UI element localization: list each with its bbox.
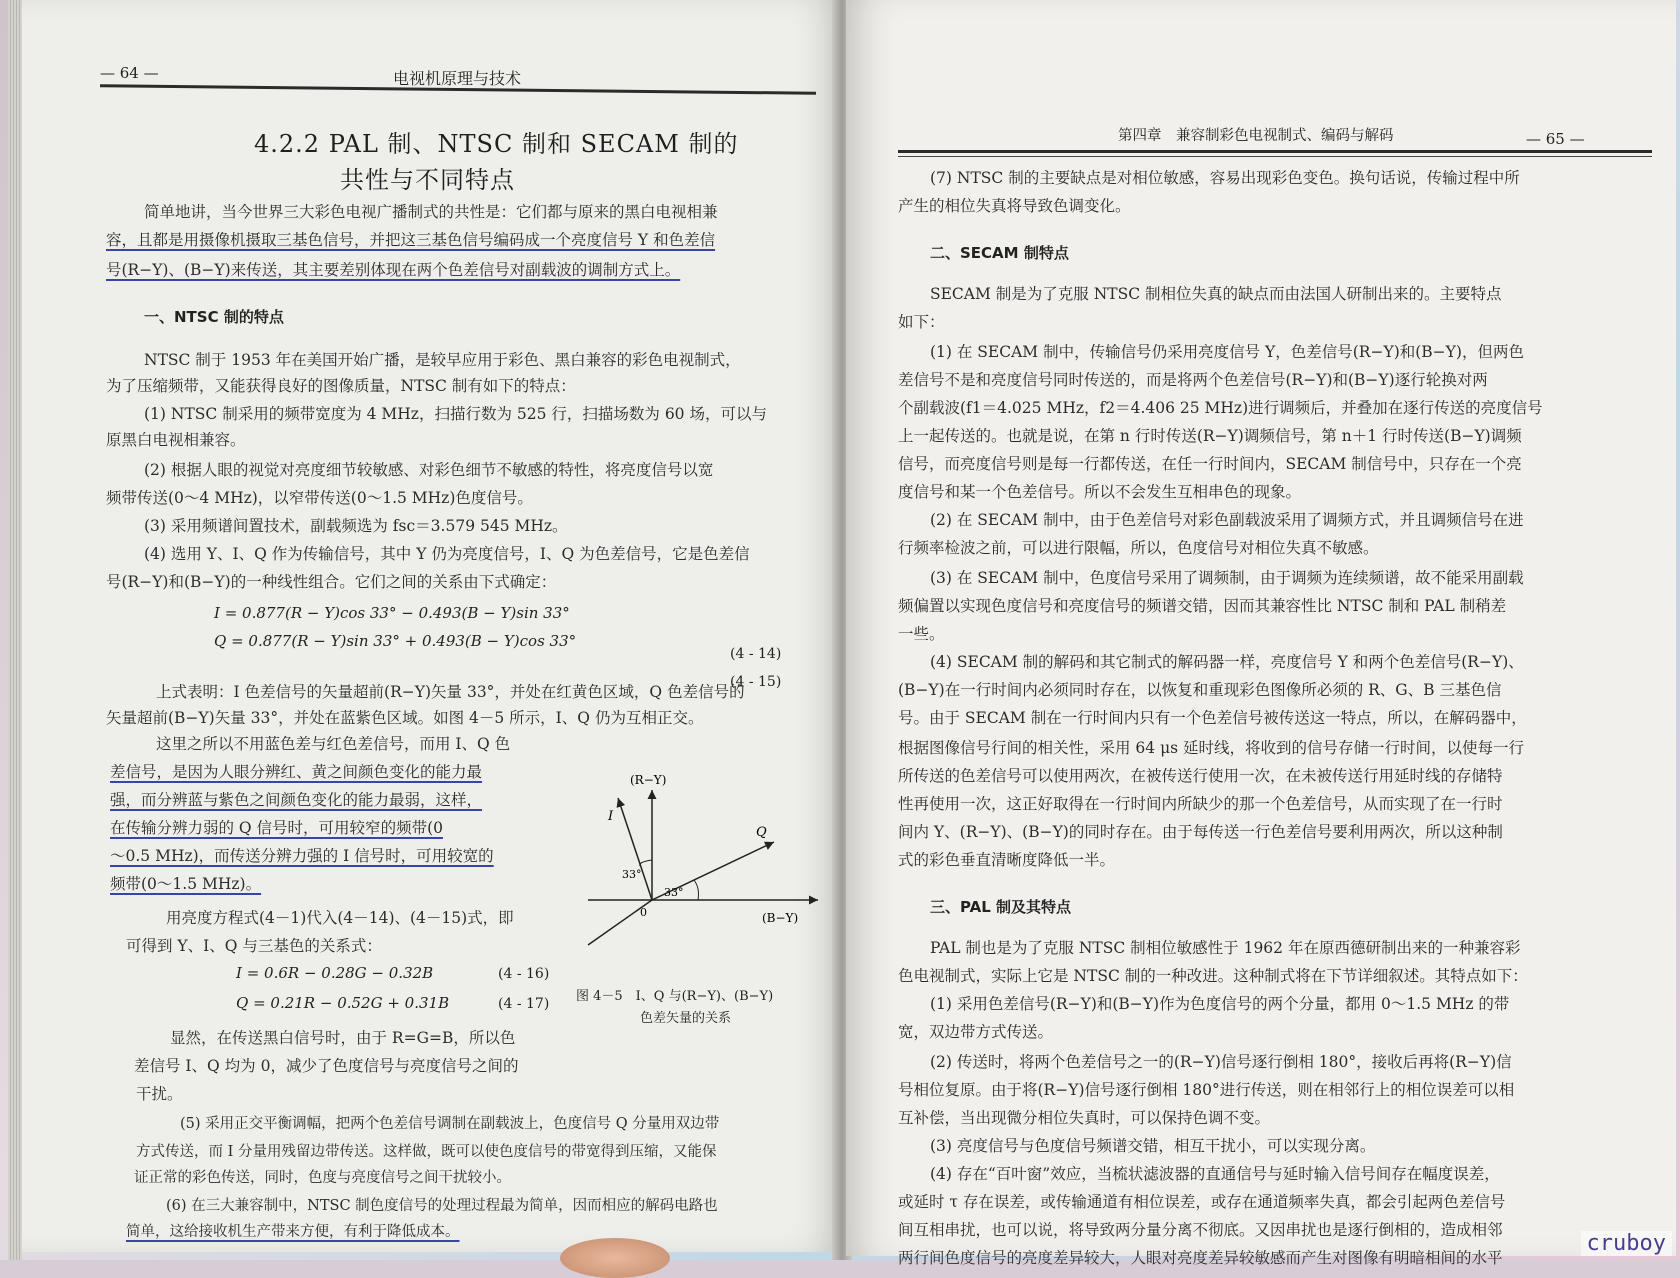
ntsc-line: (3) 采用频谱间置技术，副载频选为 fsc＝3.579 545 MHz。 [144,517,568,535]
ntsc-heading: 一、NTSC 制的特点 [144,308,284,326]
figure-caption: 图 4－5 I、Q 与(R−Y)、(B−Y) [576,989,774,1004]
equation-4-16: I = 0.6R − 0.28G − 0.32B [236,964,434,982]
header-rule-thin [898,156,1652,157]
angle-arc [694,880,699,900]
text-line: ～0.5 MHz)，而传送分辨力强的 I 信号时，可用较宽的 [110,847,494,865]
text-line: 简单，这给接收机生产带来方便，有利于降低成本。 [126,1224,460,1240]
secam-heading: 二、SECAM 制特点 [930,244,1069,262]
secam-line: (4) SECAM 制的解码和其它制式的解码器一样，亮度信号 Y 和两个色差信号(R−Y)、 [930,653,1524,671]
right-page [846,0,1676,1267]
angle-label: 33° [664,886,684,899]
pal-line: 两行间色度信号的亮度差异较大，人眼对亮度差异较敏感而产生对图像有明暗相间的水平 [898,1249,1503,1267]
text-line: 强，而分辨蓝与紫色之间颜色变化的能力最弱，这样， [110,791,483,809]
watermark: cruboy [1581,1231,1672,1256]
equation-number: (4 - 14) [730,646,782,662]
left-running-title: 电视机原理与技术 [393,69,522,88]
equation-number: (4 - 17) [498,996,550,1012]
pal-line: (4) 存在“百叶窗”效应，当梳状滤波器的直通信号与延时输入信号间存在幅度误差， [930,1165,1500,1183]
i-vector [618,798,652,900]
text-line: 上式表明：I 色差信号的矢量超前(R−Y)矢量 33°，并处在红黄色区域，Q 色差信号的 [156,683,745,701]
equation-4-15: Q = 0.877(R − Y)sin 33° + 0.493(B − Y)cos 33° [214,632,577,650]
ntsc-line: 为了压缩频带，又能获得良好的图像质量，NTSC 制有如下的特点： [106,377,576,395]
text-line: 方式传送，而 I 分量用残留边带传送。这样做，既可以使色度信号的带宽得到压缩，又能保 [136,1144,717,1160]
text-line: (6) 在三大兼容制中，NTSC 制色度信号的处理过程最为简单，因而相应的解码电路也 [166,1198,718,1214]
figure-caption: 色差矢量的关系 [640,1011,732,1026]
ntsc-line: (1) NTSC 制采用的频带宽度为 4 MHz，扫描行数为 525 行，扫描场数为 60 场，可以与 [144,405,767,423]
equation-4-14: I = 0.877(R − Y)cos 33° − 0.493(B − Y)sin 33° [214,604,570,622]
angle-arc [640,860,652,866]
finger [560,1238,670,1278]
vector-diagram [578,773,828,950]
right-running-title: 第四章 兼容制彩色电视制式、编码与解码 [1118,128,1394,144]
left-page [8,0,844,1252]
intro-line: 简单地讲，当今世界三大彩色电视广播制式的共性是：它们都与原来的黑白电视相兼 [144,203,718,221]
pal-heading: 三、PAL 制及其特点 [930,898,1072,916]
by-label: (B−Y) [762,911,799,925]
origin-label: 0 [640,906,647,919]
text-line: 证正常的彩色传送，同时，色度与亮度信号之间干扰较小。 [134,1170,511,1186]
secam-line: (1) 在 SECAM 制中，传输信号仍采用亮度信号 Y，色差信号(R−Y)和(B−Y)，但两色 [930,343,1524,361]
ntsc-line: (2) 根据人眼的视觉对亮度细节较敏感、对彩色细节不敏感的特性，将亮度信号以宽 [144,461,714,479]
pal-line: PAL 制也是为了克服 NTSC 制相位敏感性于 1962 年在原西德研制出来的一种兼容彩 [930,939,1521,957]
secam-line: 个副载波(f1＝4.025 MHz，f2＝4.406 25 MHz)进行调频后，并叠加在逐行传送的亮度信号 [898,399,1543,417]
pal-line: (2) 传送时，将两个色差信号之一的(R−Y)信号逐行倒相 180°，接收后再将(R−Y)信 [930,1053,1512,1071]
pal-line: 互补偿，当出现微分相位失真时，可以保持色调不变。 [898,1109,1271,1127]
text-line: 干扰。 [136,1085,183,1103]
left-page-number: — 64 — [100,64,159,82]
secam-line: 间内 Y、(R−Y)、(B−Y)的同时存在。由于每传送一行色差信号要利用两次，所以这种制 [898,823,1503,841]
i-label: I [608,809,614,824]
text-line: 差信号，是因为人眼分辨红、黄之间颜色变化的能力最 [110,763,483,781]
pal-line: 色电视制式，实际上它是 NTSC 制的一种改进。这种制式将在下节详细叙述。其特点如下： [898,967,1528,985]
secam-line: 信号，而亮度信号则是每一行都传送，在任一行时间内，SECAM 制信号中，只存在一个亮 [898,455,1522,473]
page-edges [8,0,22,1260]
section-heading: 4.2.2 PAL 制、NTSC 制和 SECAM 制的 [254,130,739,158]
secam-line: 所传送的色差信号可以使用两次，在被传送行使用一次，在未被传送行用延时线的存储特 [898,767,1503,785]
secam-line: 性再使用一次，这正好取得在一行时间内所缺少的那一个色差信号，从而实现了在一行时 [898,795,1503,813]
secam-line: (3) 在 SECAM 制中，色度信号采用了调频制，由于调频为连续频谱，故不能采用副载 [930,569,1524,587]
equation-number: (4 - 16) [498,966,550,982]
pal-line: 或延时 τ 存在误差，或传输通道有相位误差，或存在通道频率失真，都会引起两色差信号 [898,1193,1506,1211]
pal-line: (3) 亮度信号与色度信号频谱交错，相互干扰小，可以实现分离。 [930,1137,1376,1155]
pal-line: (1) 采用色差信号(R−Y)和(B−Y)作为色度信号的两个分量，都用 0～1.5 MHz 的带 [930,995,1510,1013]
text-line: 频带(0～1.5 MHz)。 [110,875,262,893]
section-heading-cont: 共性与不同特点 [340,166,515,194]
secam-line: 号。由于 SECAM 制在一行时间内只有一个色差信号被传送这一特点，所以，在解码器中， [898,709,1527,727]
secam-line: 式的彩色垂直清晰度降低一半。 [898,851,1116,869]
text-line: 产生的相位失真将导致色调变化。 [898,197,1131,215]
secam-line: 一些。 [898,625,945,643]
secam-line: (2) 在 SECAM 制中，由于色差信号对彩色副载波采用了调频方式，并且调频信号在进 [930,511,1524,529]
secam-line: 根据图像信号行间的相关性，采用 64 μs 延时线，将收到的信号存储一行时间，以使每一行 [898,739,1525,757]
secam-line: 上一起传送的。也就是说，在第 n 行时传送(R−Y)调频信号，第 n＋1 行时传送(B−Y)调频 [898,427,1522,445]
right-page-number: — 65 — [1526,130,1585,148]
secam-line: 差信号不是和亮度信号同时传送的，而是将两个色差信号(R−Y)和(B−Y)逐行轮换对两 [898,371,1488,389]
text-line: 矢量超前(B−Y)矢量 33°，并处在蓝紫色区域。如图 4－5 所示，I、Q 仍为互相正交。 [106,709,704,727]
secam-line: (B−Y)在一行时间内必须同时存在，以恢复和重现彩色图像所必须的 R、G、B 三基色信 [898,681,1502,699]
secam-line: 频偏置以实现色度信号和亮度信号的频谱交错，因而其兼容性比 NTSC 制和 PAL 制稍差 [898,597,1507,615]
text-line: (5) 采用正交平衡调幅，把两个色差信号调制在副载波上，色度信号 Q 分量用双边带 [180,1116,720,1132]
ntsc-line: 原黑白电视相兼容。 [106,431,246,449]
text-line: 差信号 I、Q 均为 0，减少了色度信号与亮度信号之间的 [134,1057,519,1075]
ntsc-line: 号(R−Y)和(B−Y)的一种线性组合。它们之间的关系由下式确定： [106,573,557,591]
secam-line: 度信号和某一个色差信号。所以不会发生互相串色的现象。 [898,483,1302,501]
ntsc-line: (4) 选用 Y、I、Q 作为传输信号，其中 Y 仍为亮度信号，I、Q 为色差信号，它是色差信 [144,545,750,563]
equation-4-17: Q = 0.21R − 0.52G + 0.31B [236,994,450,1012]
pal-line: 号相位复原。由于将(R−Y)信号逐行倒相 180°进行传送，则在相邻行上的相位误差可以相 [898,1081,1515,1099]
text-line: (7) NTSC 制的主要缺点是对相位敏感，容易出现彩色变色。换句话说，传输过程中所 [930,169,1520,187]
header-rule [898,150,1652,153]
equation-number: (4 - 15) [730,674,782,690]
secam-line: 行频率检波之前，可以进行限幅，所以，色度信号对相位失真不敏感。 [898,539,1379,557]
text-line: 用亮度方程式(4－1)代入(4－14)、(4－15)式，即 [166,909,514,927]
pal-line: 宽，双边带方式传送。 [898,1023,1054,1041]
ry-label: (R−Y) [630,773,667,787]
text-line: 在传输分辨力弱的 Q 信号时，可用较窄的频带(0 [110,819,443,837]
ntsc-line: NTSC 制于 1953 年在美国开始广播，是较早应用于彩色、黑白兼容的彩色电视制式， [144,351,741,369]
pal-line: 间互相串扰，也可以说，将导致两分量分离不彻底。又因串扰也是逐行倒相的，造成相邻 [898,1221,1503,1239]
secam-line: SECAM 制是为了克服 NTSC 制相位失真的缺点而由法国人研制出来的。主要特点 [930,285,1502,303]
q-label: Q [756,825,767,840]
intro-line: 号(R−Y)、(B−Y)来传送，其主要差别体现在两个色差信号对副载波的调制方式上。 [106,261,681,279]
angle-label: 33° [622,868,642,881]
text-line: 这里之所以不用蓝色差与红色差信号，而用 I、Q 色 [156,735,511,753]
text-line: 可得到 Y、I、Q 与三基色的关系式： [126,937,382,955]
ntsc-line: 频带传送(0～4 MHz)，以窄带传送(0～1.5 MHz)色度信号。 [106,489,533,507]
intro-line: 容，且都是用摄像机摄取三基色信号，并把这三基色信号编码成一个亮度信号 Y 和色差信 [106,231,716,249]
secam-line: 如下： [898,313,945,331]
text-line: 显然，在传送黑白信号时，由于 R=G=B，所以色 [170,1029,516,1047]
